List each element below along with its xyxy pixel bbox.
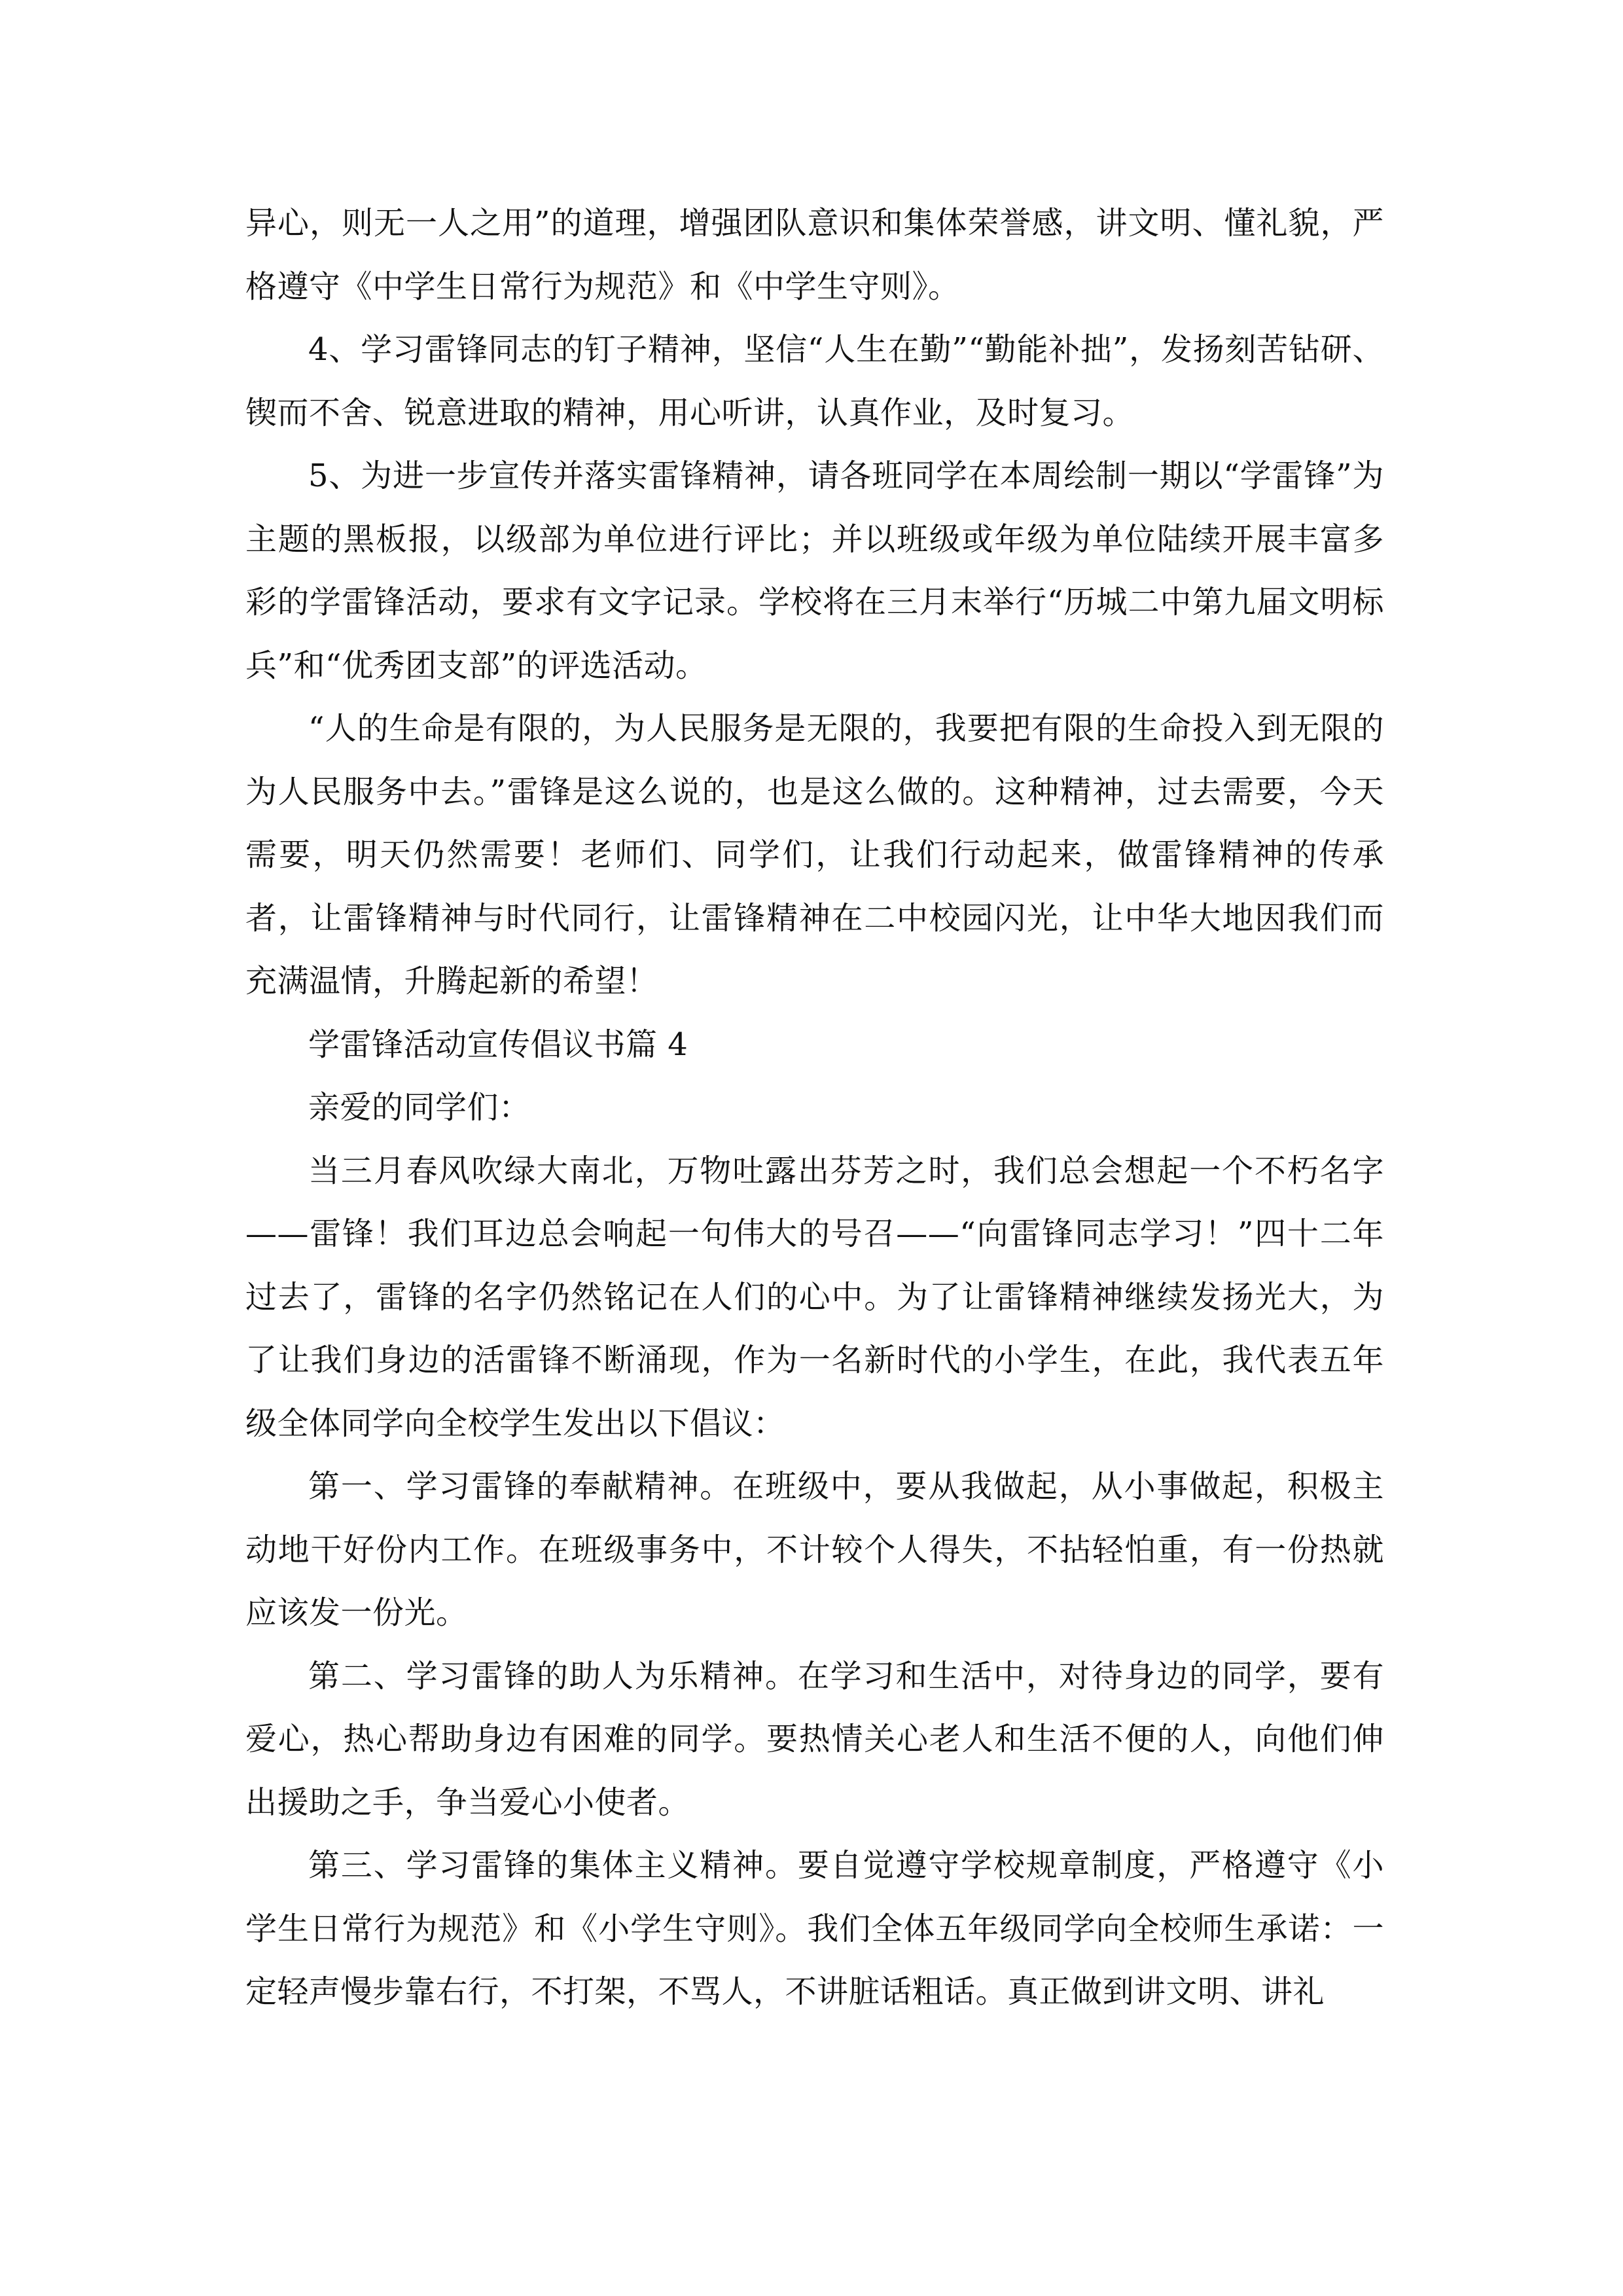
section-title: 学雷锋活动宣传倡议书篇 4 xyxy=(308,1026,688,1063)
paragraph-proposal-3: 第三、学习雷锋的集体主义精神。要自觉遵守学校规章制度，严格遵守《小学生日常行为规范》和《小学生守则》。我们全体五年级同学向全校师生承诺：一定轻声慢步靠右行，不打架，不骂人，不讲脏话粗话。真正做到讲文明、讲礼 xyxy=(245,1847,1384,2010)
paragraph-intro: 当三月春风吹绿大南北，万物吐露出芬芳之时，我们总会想起一个不朽名字——雷锋！我们耳边总会响起一句伟大的号召——“向雷锋同志学习！”四十二年过去了，雷锋的名字仍然铭记在人们的心中。为了让雷锋精神继续发扬光大，为了让我们身边的活雷锋不断涌现，作为一名新时代的小学生，在此，我代表五年级全体同学向全校学生发出以下倡议： xyxy=(245,1152,1384,1442)
paragraph-proposal-2: 第二、学习雷锋的助人为乐精神。在学习和生活中，对待身边的同学，要有爱心，热心帮助身边有困难的同学。要热情关心老人和生活不便的人，向他们伸出援助之手，争当爱心小使者。 xyxy=(245,1657,1384,1821)
paragraph-proposal-1: 第一、学习雷锋的奉献精神。在班级中，要从我做起，从小事做起，积极主动地干好份内工作。在班级事务中，不计较个人得失，不拈轻怕重，有一份热就应该发一份光。 xyxy=(245,1468,1384,1631)
paragraph-closing-quote: “人的生命是有限的，为人民服务是无限的，我要把有限的生命投入到无限的为人民服务中去。”雷锋是这么说的，也是这么做的。这种精神，过去需要，今天需要，明天仍然需要！老师们、同学们，让我们行动起来，做雷锋精神的传承者，让雷锋精神与时代同行，让雷锋精神在二中校园闪光，让中华大地因我们而充满温情，升腾起新的希望！ xyxy=(245,710,1384,999)
paragraph-continuation: 异心，则无一人之用”的道理，增强团队意识和集体荣誉感，讲文明、懂礼貌，严格遵守《中学生日常行为规范》和《中学生守则》。 xyxy=(245,205,1384,305)
paragraph-item-5: 5、为进一步宣传并落实雷锋精神，请各班同学在本周绘制一期以“学雷锋”为主题的黑板报，以级部为单位进行评比；并以班级或年级为单位陆续开展丰富多彩的学雷锋活动，要求有文字记录。学校将在三月末举行“历城二中第九届文明标兵”和“优秀团支部”的评选活动。 xyxy=(245,457,1384,684)
salutation: 亲爱的同学们： xyxy=(308,1089,531,1126)
document-page xyxy=(245,192,1384,2024)
paragraph-item-4: 4、学习雷锋同志的钉子精神，坚信“人生在勤”“勤能补拙”，发扬刻苦钻研、锲而不舍、锐意进取的精神，用心听讲，认真作业，及时复习。 xyxy=(245,331,1384,431)
